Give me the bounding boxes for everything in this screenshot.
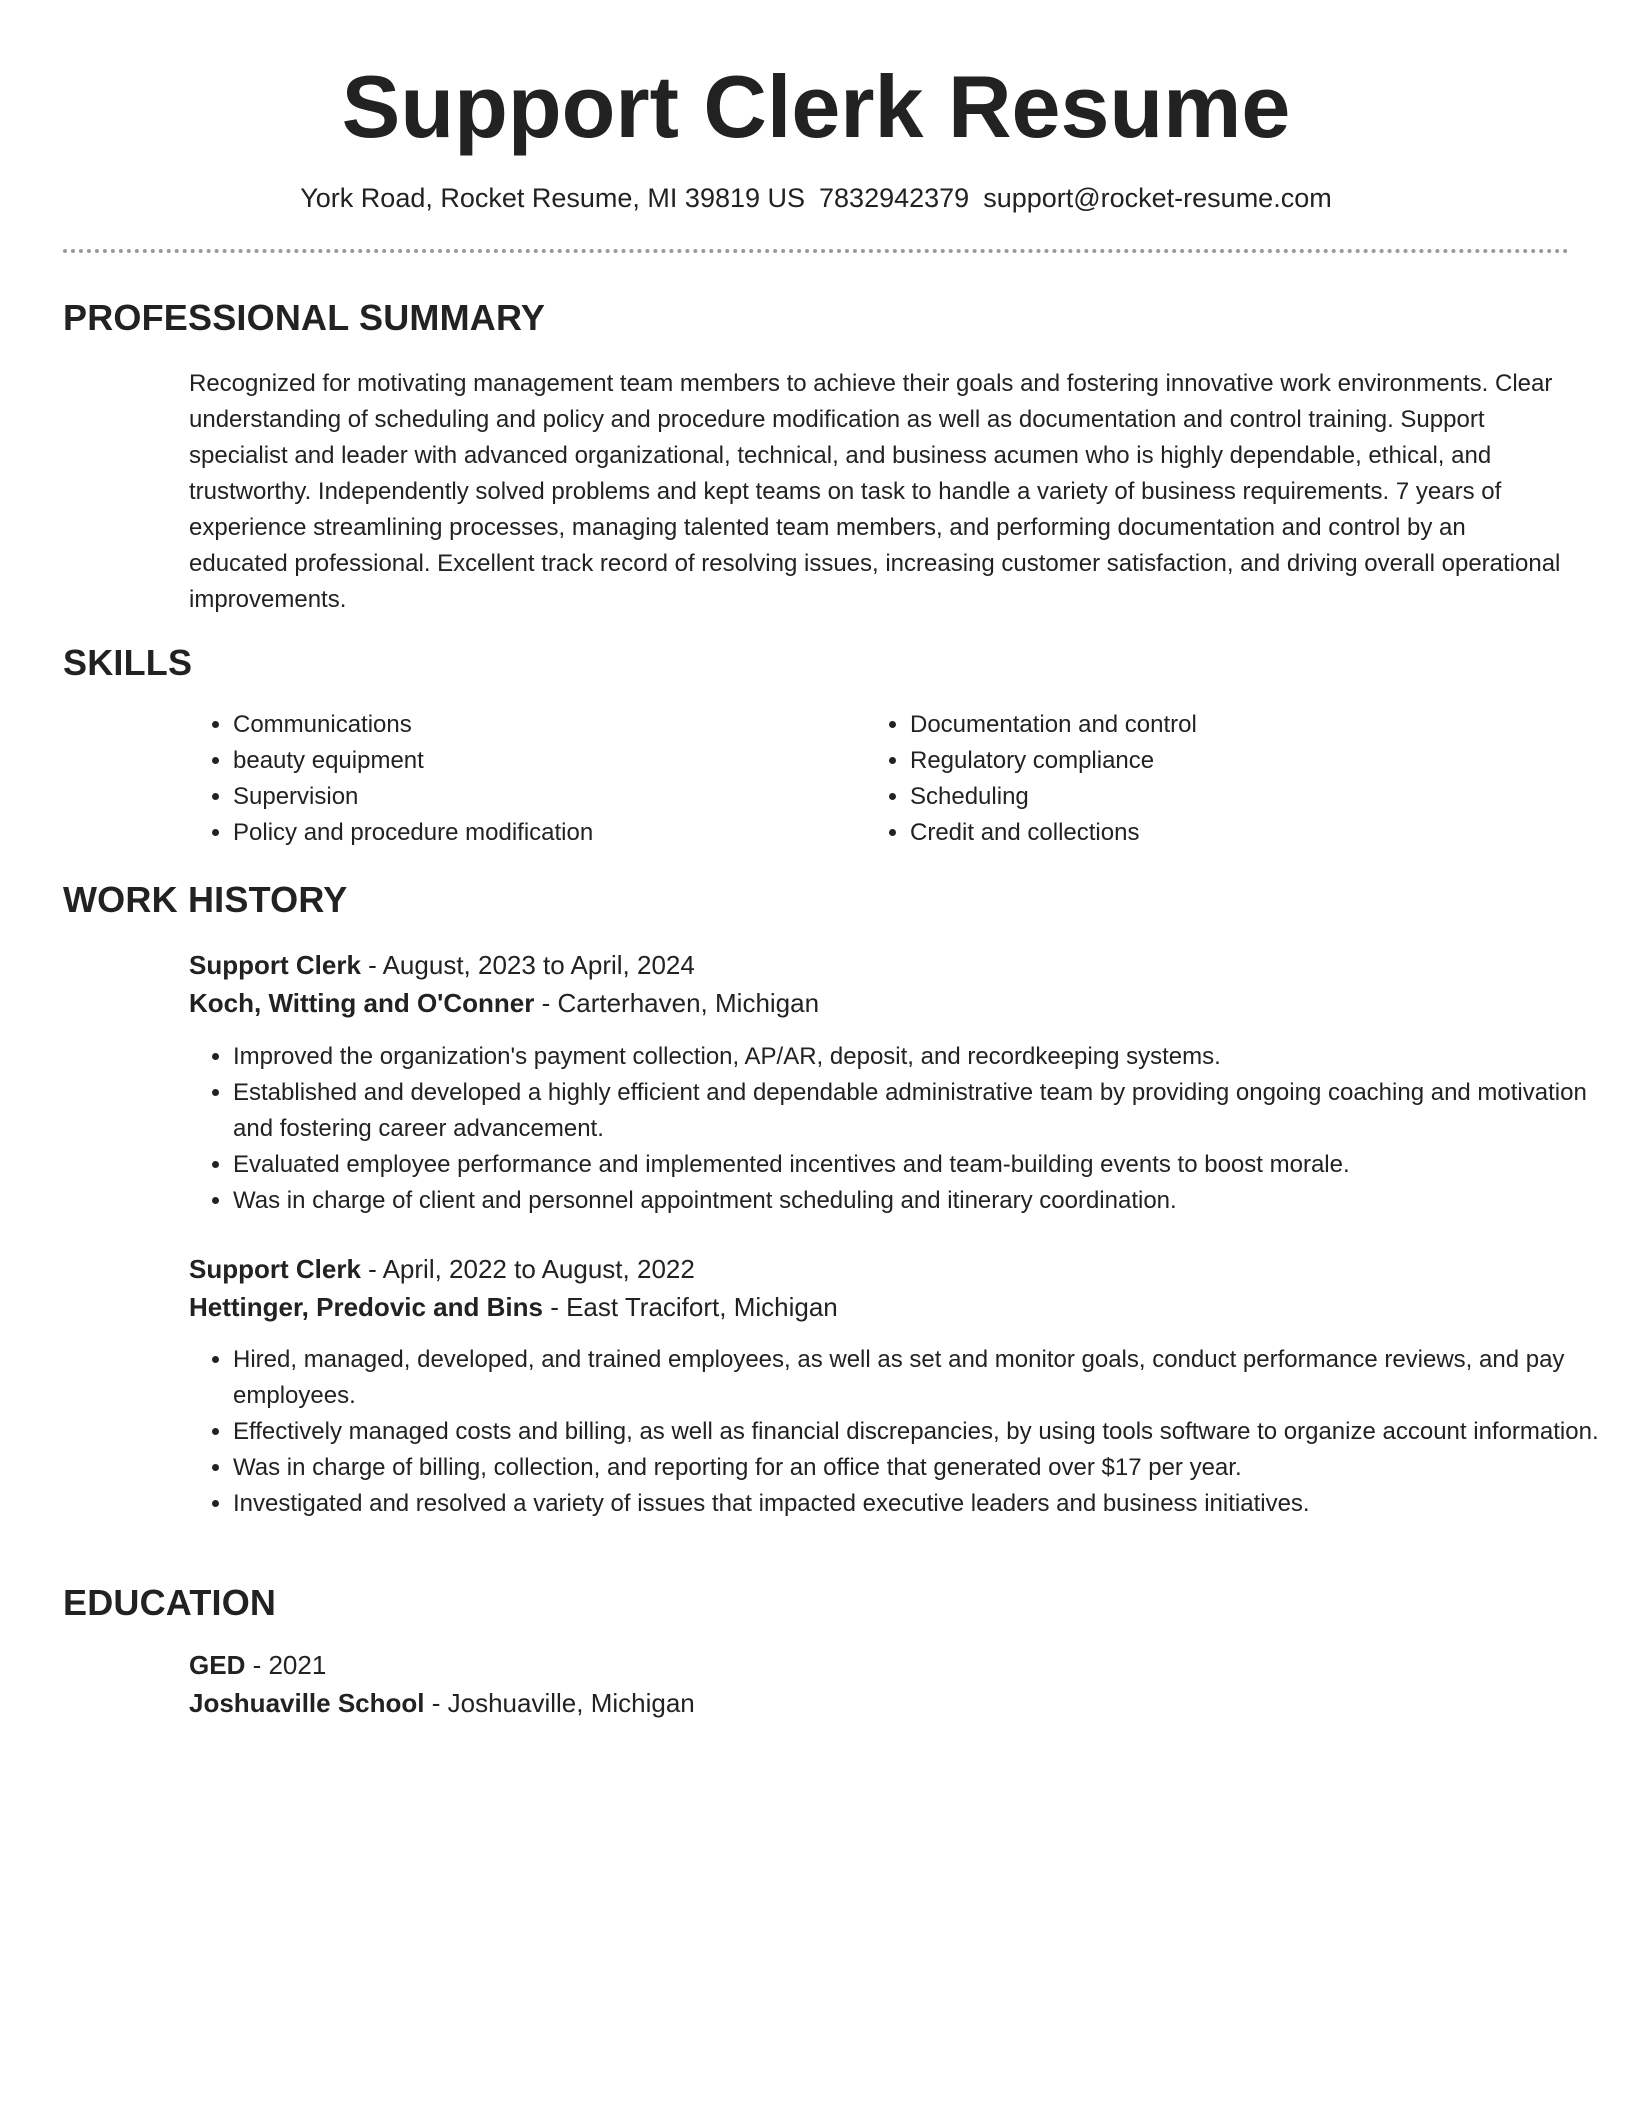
job-bullet: • Investigated and resolved a variety of issues that impacted executive leaders and business initiatives. — [233, 1486, 1613, 1522]
job-title-line — [189, 947, 695, 983]
job-bullets — [189, 1342, 1613, 1522]
skills-heading: SKILLS — [63, 642, 193, 683]
skill-item: • Credit and collections — [910, 815, 1550, 851]
job-title: Support Clerk — [189, 1254, 361, 1284]
education-school: Joshuaville School — [189, 1688, 425, 1718]
summary-text: Recognized for motivating management team members to achieve their goals and fostering innovative work environments. Clear understanding of scheduling and policy and procedure modification as well as documentation and control training. Support specialist and leader with advanced organizational, technical, and business acumen who is highly dependable, ethical, and trustworthy. Independently solved problems and kept teams on task to handle a variety of business requirements. 7 years of experience streamlining processes, managing talented team members, and performing documentation and control by an educated professional. Excellent track record of resolving issues, increasing customer satisfaction, and driving overall operational improvements. — [189, 370, 1561, 613]
education-heading: EDUCATION — [63, 1582, 277, 1623]
skill-item: • Scheduling — [910, 779, 1550, 815]
job-bullets — [189, 1039, 1613, 1219]
skills-list-right — [866, 707, 1550, 851]
skill-item: • Regulatory compliance — [910, 743, 1550, 779]
education-degree: GED — [189, 1650, 246, 1680]
contact-email[interactable]: support@rocket-resume.com — [983, 183, 1332, 213]
skill-item: • beauty equipment — [233, 743, 853, 779]
skill-item: • Policy and procedure modification — [233, 815, 853, 851]
job-dates: - August, 2023 to April, 2024 — [360, 950, 695, 980]
job-bullet: • Established and developed a highly efficient and dependable administrative team by providing ongoing coaching and motivation and fostering career advancement. — [233, 1075, 1613, 1147]
job-dates: - April, 2022 to August, 2022 — [360, 1254, 695, 1284]
job-company-line — [189, 1289, 838, 1325]
skills-list-left — [189, 707, 853, 851]
education-degree-line — [189, 1647, 326, 1683]
resume-title: Support Clerk Resume — [341, 57, 1291, 156]
job-title: Support Clerk — [189, 950, 361, 980]
job-location: - Carterhaven, Michigan — [534, 988, 820, 1018]
job-title-line — [189, 1251, 695, 1287]
education-school-line — [189, 1685, 695, 1721]
job-bullet: • Hired, managed, developed, and trained employees, as well as set and monitor goals, conduct performance reviews, and pay employees. — [233, 1342, 1613, 1414]
contact-line — [0, 180, 1632, 216]
job-bullet: • Evaluated employee performance and implemented incentives and team-building events to boost morale. — [233, 1147, 1613, 1183]
job-bullet: • Was in charge of client and personnel appointment scheduling and itinerary coordination. — [233, 1183, 1613, 1219]
contact-address: York Road, Rocket Resume, MI 39819 US — [300, 183, 806, 213]
job-company-line — [189, 985, 819, 1021]
work-history-heading: WORK HISTORY — [63, 879, 348, 920]
skill-item: • Supervision — [233, 779, 853, 815]
education-year: - 2021 — [245, 1650, 327, 1680]
job-location: - East Tracifort, Michigan — [542, 1292, 838, 1322]
job-bullet: • Improved the organization's payment collection, AP/AR, deposit, and recordkeeping systems. — [233, 1039, 1613, 1075]
job-company: Koch, Witting and O'Conner — [189, 988, 535, 1018]
job-bullet: • Effectively managed costs and billing, as well as financial discrepancies, by using tools software to organize account information. — [233, 1414, 1613, 1450]
education-location: - Joshuaville, Michigan — [424, 1688, 695, 1718]
skill-item: • Communications — [233, 707, 853, 743]
job-company: Hettinger, Predovic and Bins — [189, 1292, 543, 1322]
contact-phone: 7832942379 — [819, 183, 970, 213]
job-bullet: • Was in charge of billing, collection, and reporting for an office that generated over $17 per year. — [233, 1450, 1613, 1486]
skill-item: • Documentation and control — [910, 707, 1550, 743]
summary-heading: PROFESSIONAL SUMMARY — [63, 297, 546, 338]
header-divider — [63, 249, 1569, 253]
